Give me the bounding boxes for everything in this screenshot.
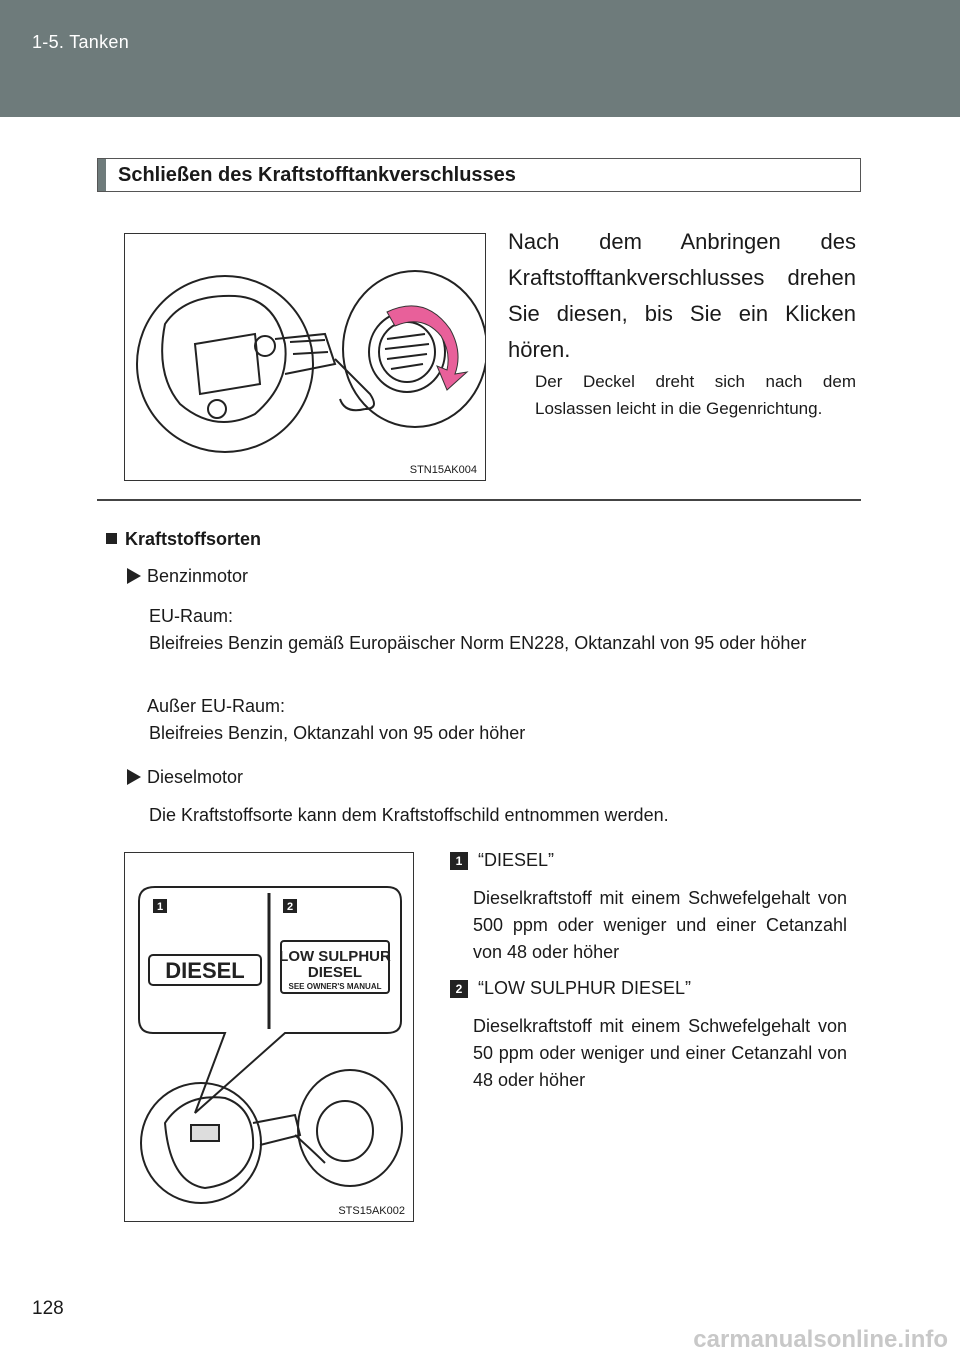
label-item-1-text: Dieselkraftstoff mit einem Schwefelgehalt von 500 ppm oder weniger und einer Cetanzahl von 48 oder höher bbox=[473, 888, 847, 962]
section-heading bbox=[97, 158, 861, 192]
diesel-engine-text: Die Kraftstoffsorte kann dem Kraftstoffschild entnommen werden. bbox=[149, 805, 669, 825]
figure-badge-2: 2 bbox=[287, 901, 294, 913]
non-eu-region-label: Außer EU-Raum: bbox=[147, 696, 286, 716]
page-header bbox=[0, 0, 960, 117]
fuel-label-illustration bbox=[125, 853, 413, 1221]
figure-badge-1: 1 bbox=[157, 901, 164, 913]
square-bullet-icon bbox=[106, 533, 117, 544]
page-number: 128 bbox=[32, 1298, 64, 1319]
eu-region-label: EU-Raum: bbox=[149, 606, 234, 626]
figure-code: STS15AK002 bbox=[338, 1205, 405, 1217]
figure-fuel-label bbox=[124, 852, 414, 1222]
low-sulphur-label-line1: LOW SULPHUR bbox=[279, 948, 391, 965]
triangle-bullet-icon bbox=[127, 568, 141, 584]
label-item-title: “LOW SULPHUR DIESEL” bbox=[478, 978, 692, 998]
label-item-2-text: Dieselkraftstoff mit einem Schwefelgehalt von 50 ppm oder weniger und einer Cetanzahl von 48 oder höher bbox=[473, 1016, 847, 1090]
label-item-1 bbox=[450, 850, 554, 871]
petrol-engine-label: Benzinmotor bbox=[147, 566, 249, 586]
fuel-types-heading-label: Kraftstoffsorten bbox=[125, 529, 262, 549]
low-sulphur-label-line3: SEE OWNER'S MANUAL bbox=[288, 982, 382, 991]
fuel-cap-illustration bbox=[125, 234, 485, 480]
number-badge: 1 bbox=[450, 852, 468, 870]
diesel-label-text: DIESEL bbox=[165, 958, 245, 983]
label-item-2 bbox=[450, 978, 691, 999]
chapter-title: 1-5. Tanken bbox=[32, 32, 130, 52]
label-item-title: “DIESEL” bbox=[478, 850, 555, 870]
watermark: carmanualsonline.info bbox=[693, 1326, 948, 1353]
fuel-types-heading bbox=[106, 529, 261, 550]
non-eu-region-text: Bleifreies Benzin, Oktanzahl von 95 oder höher bbox=[149, 723, 526, 743]
section-heading-accent bbox=[98, 159, 106, 191]
triangle-bullet-icon bbox=[127, 769, 141, 785]
closing-note: Der Deckel dreht sich nach dem Loslassen leicht in die Gegenrichtung. bbox=[535, 372, 856, 418]
petrol-engine-item bbox=[127, 566, 248, 587]
section-title: Schließen des Kraftstofftankverschlusses bbox=[118, 164, 516, 186]
number-badge: 2 bbox=[450, 980, 468, 998]
diesel-engine-item bbox=[127, 767, 243, 788]
section-divider bbox=[97, 499, 861, 501]
closing-instruction: Nach dem Anbringen des Kraftstofftankverschlusses drehen Sie diesen, bis Sie ein Klicken hören. bbox=[508, 229, 856, 362]
figure-fuel-cap-closing bbox=[124, 233, 486, 481]
diesel-engine-label: Dieselmotor bbox=[147, 767, 244, 787]
figure-code: STN15AK004 bbox=[409, 464, 477, 476]
low-sulphur-label-line2: DIESEL bbox=[307, 964, 363, 981]
eu-region-text: Bleifreies Benzin gemäß Europäischer Norm EN228, Oktanzahl von 95 oder höher bbox=[149, 633, 807, 653]
